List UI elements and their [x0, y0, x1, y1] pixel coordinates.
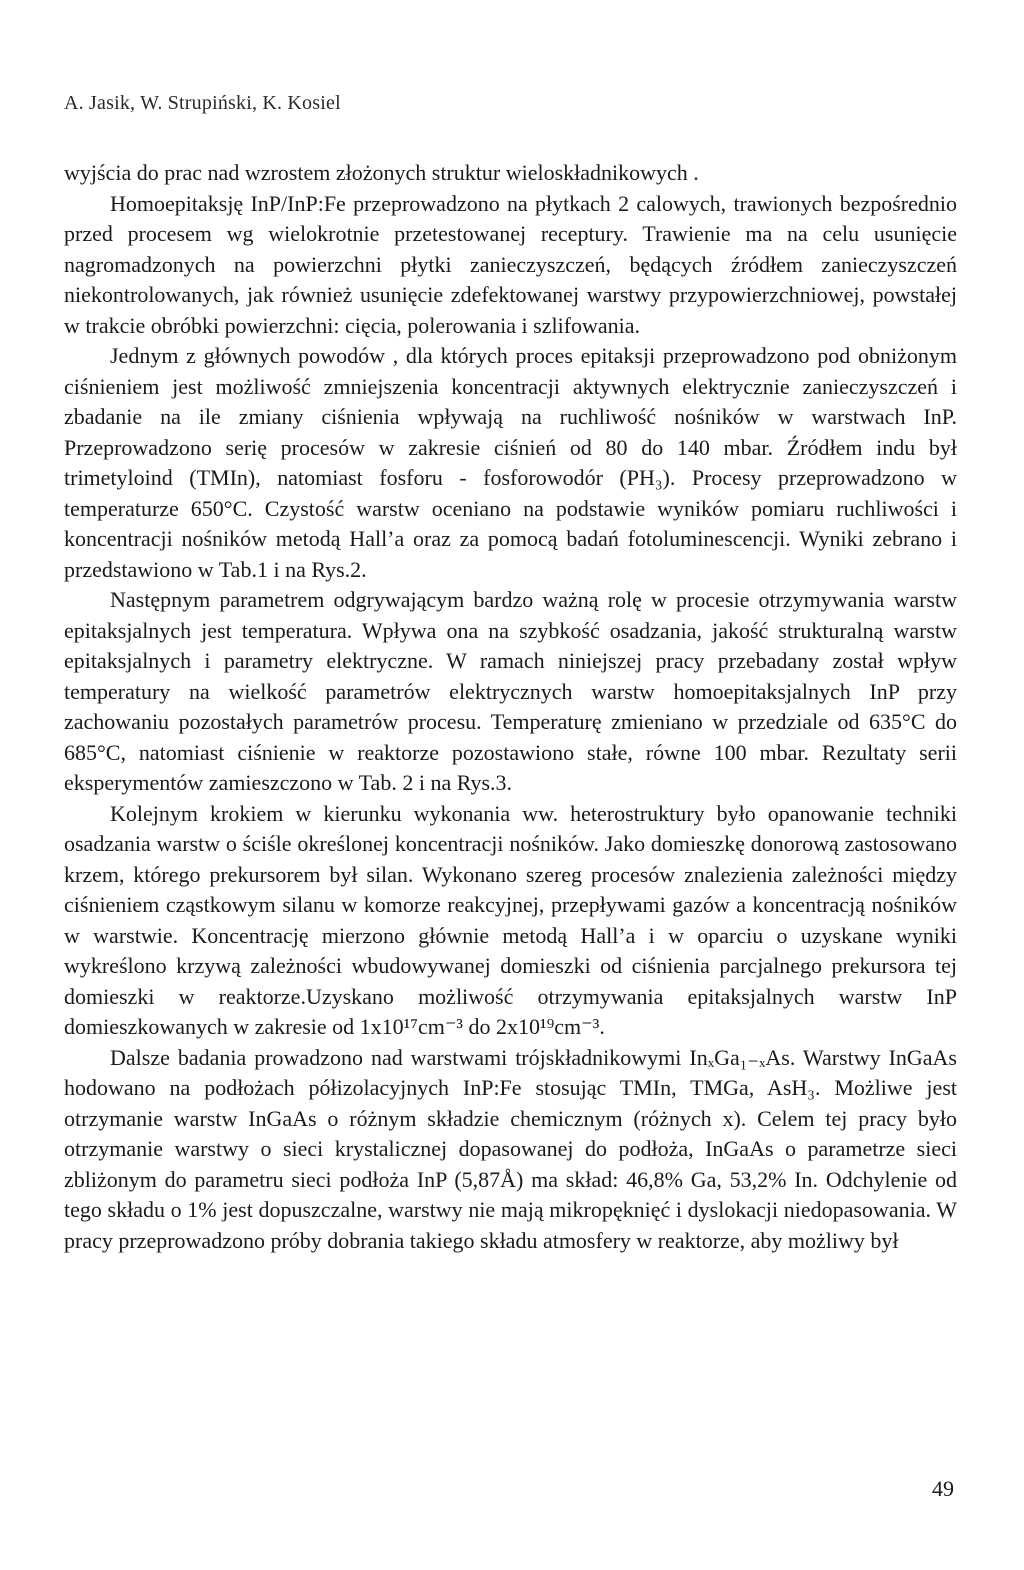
- paragraph-homoepitaxy: Homoepitaksję InP/InP:Fe przeprowadzono na płytkach 2 calowych, trawionych bezpośrednio przed procesem wg wielokrotnie przetestowanej receptury. Trawienie ma na celu usunięcie nagromadzonych na powierzchni płytki zanieczyszczeń, będących źródłem zanieczyszczeń niekontrolowanych, jak również usunięcie zdefektowanej warstwy przypowierzchniowej, powstałej w trakcie obróbki powierzchni: cięcia, polerowania i szlifowania.: [64, 190, 957, 338]
- paragraph-continuation: wyjścia do prac nad wzrostem złożonych struktur wieloskładnikowych .: [64, 160, 699, 185]
- paragraph-temperature: Następnym parametrem odgrywającym bardzo ważną rolę w procesie otrzymywania warstw epitaksjalnych jest temperatura. Wpływa ona na szybkość osadzania, jakość strukturalną warstw epitaksjalnych i parametry elektryczne. W ramach niniejszej pracy przebadany został wpływ temperatury na wielkość parametrów elektrycznych warstw homoepitaksjalnych InP przy zachowaniu pozostałych parametrów procesu. Temperaturę zmieniano w przedziale od 635°C do 685°C, natomiast ciśnienie w reaktorze pozostawiono stałe, równe 100 mbar. Rezultaty serii eksperymentów zamieszczono w Tab. 2 i na Rys.3.: [64, 587, 957, 795]
- page-number: 49: [932, 1476, 954, 1501]
- running-head: A. Jasik, W. Strupiński, K. Kosiel: [64, 92, 341, 114]
- paragraph-doping: Kolejnym krokiem w kierunku wykonania ww. heterostruktury było opanowanie techniki osadzania warstw o ściśle określonej koncentracji nośników. Jako domieszkę donorową zastosowano krzem, którego prekursorem był silan. Wykonano szereg procesów znalezienia zależności między ciśnieniem cząstkowym silanu w komorze reakcyjnej, przepływami gazów a koncentracją nośników w warstwie. Koncentrację mierzono głównie metodą Hall’a i w oparciu o uzyskane wyniki wykreślono krzywą zależności wbudowywanej domieszki od ciśnienia parcjalnego prekursora tej domieszki w reaktorze.Uzyskano możliwość otrzymywania epitaksjalnych warstw InP domieszkowanych w zakresie od 1x10¹⁷cm⁻³ do 2x10¹⁹cm⁻³.: [64, 800, 957, 1039]
- paragraph-pressure: Jednym z głównych powodów , dla których proces epitaksji przeprowadzono pod obniżonym ciśnieniem jest możliwość zmniejszenia koncentracji aktywnych elektrycznie zanieczyszczeń i zbadanie na ile zmiany ciśnienia wpływają na ruchliwość nośników w warstwach InP. Przeprowadzono serię procesów w zakresie ciśnień od 80 do 140 mbar. Źródłem indu był trimetyloind (TMIn), natomiast fosforu - fosforowodór (PH₃). Procesy przeprowadzono w temperaturze 650°C. Czystość warstw oceniano na podstawie wyników pomiaru ruchliwości i koncentracji nośników metodą Hall’a oraz za pomocą badań fotoluminescencji. Wyniki zebrano i przedstawiono w Tab.1 i na Rys.2.: [64, 343, 957, 582]
- body-text: [64, 158, 957, 1256]
- paragraph-ingaas: Dalsze badania prowadzono nad warstwami trójskładnikowymi InₓGa₁₋ₓAs. Warstwy InGaAs hodowano na podłożach półizolacyjnych InP:Fe stosując TMIn, TMGa, AsH₃. Możliwe jest otrzymanie warstw InGaAs o różnym składzie chemicznym (różnych x). Celem tej pracy było otrzymanie warstwy o sieci krystalicznej dopasowanej do podłoża, InGaAs o parametrze sieci zbliżonym do parametru sieci podłoża InP (5,87Å) ma skład: 46,8% Ga, 53,2% In. Odchylenie od tego składu o 1% jest dopuszczalne, warstwy nie mają mikropęknięć i dyslokacji niedopasowania. W pracy przeprowadzono próby dobrania takiego składu atmosfery w reaktorze, aby możliwy był: [64, 1044, 957, 1253]
